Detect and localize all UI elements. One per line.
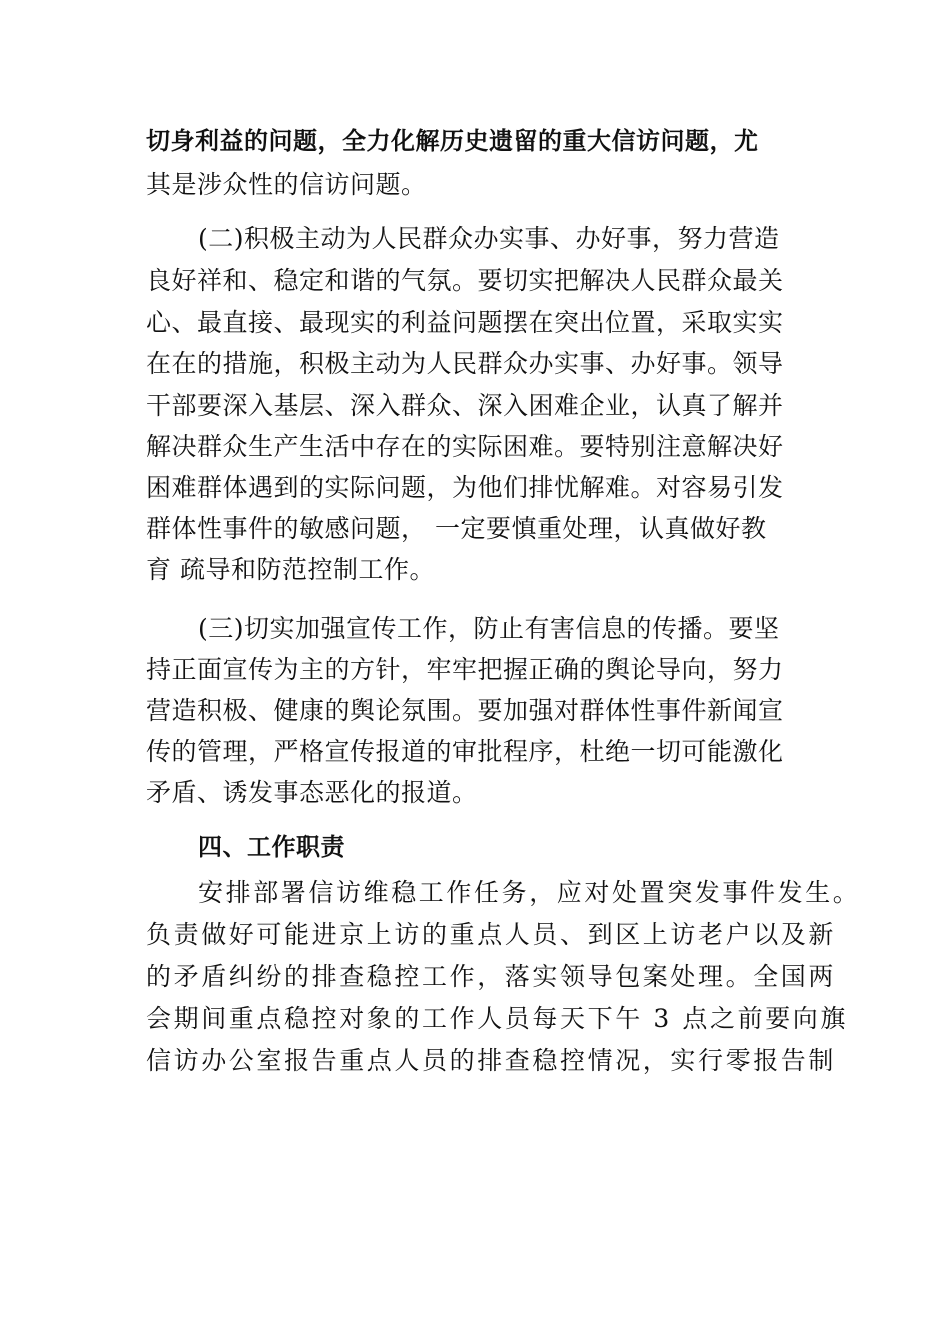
text-line: 解决群众生产生活中存在的实际困难。要特别注意解决好 — [146, 432, 784, 461]
text-line: 矛盾、诱发事态恶化的报道。 — [146, 778, 478, 807]
text-line: 信访办公室报告重点人员的排查稳控情况，实行零报告制 — [146, 1046, 837, 1075]
section-heading: 四、工作职责 — [198, 833, 345, 861]
text-line: 群体性事件的敏感问题， 一定要慎重处理，认真做好教 — [146, 514, 767, 543]
text-line: (三)切实加强宣传工作，防止有害信息的传播。要坚 — [198, 614, 780, 643]
text-line: 心、最直接、最现实的利益问题摆在突出位置，采取实实 — [146, 308, 784, 337]
text-line: 会期间重点稳控对象的工作人员每天下午 3 点之前要向旗 — [146, 1004, 849, 1033]
text-line: 的矛盾纠纷的排查稳控工作，落实领导包案处理。全国两 — [146, 962, 837, 991]
text-line: 持正面宣传为主的方针，牢牢把握正确的舆论导向，努力 — [146, 655, 784, 684]
text-line: 负责做好可能进京上访的重点人员、到区上访老户以及新 — [146, 920, 837, 949]
text-line: 传的管理，严格宣传报道的审批程序，杜绝一切可能激化 — [146, 737, 784, 766]
text-line: 在在的措施，积极主动为人民群众办实事、办好事。领导 — [146, 349, 784, 378]
text-line: 切身利益的问题，全力化解历史遗留的重大信访问题，尤 — [146, 127, 759, 155]
text-line: 育 疏导和防范控制工作。 — [146, 555, 435, 584]
text-line: 其是涉众性的信访问题。 — [146, 170, 427, 199]
text-line: (二)积极主动为人民群众办实事、办好事，努力营造 — [198, 224, 780, 253]
text-line: 营造积极、健康的舆论氛围。要加强对群体性事件新闻宣 — [146, 696, 784, 725]
text-line: 干部要深入基层、深入群众、深入困难企业，认真了解并 — [146, 391, 784, 420]
text-line: 良好祥和、稳定和谐的气氛。要切实把解决人民群众最关 — [146, 266, 784, 295]
text-line: 安排部署信访维稳工作任务，应对处置突发事件发生。 — [198, 878, 861, 907]
text-line: 困难群体遇到的实际问题，为他们排忧解难。对容易引发 — [146, 473, 784, 502]
